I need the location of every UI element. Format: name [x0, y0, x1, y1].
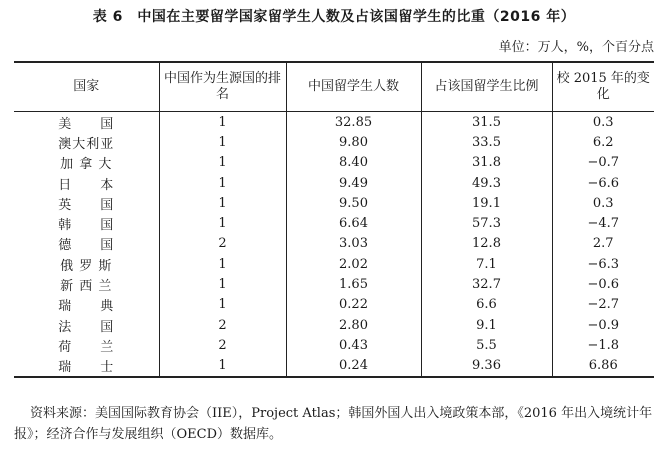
cell-country: 荷 兰	[58, 339, 115, 355]
cell-change: −0.6	[552, 274, 654, 294]
cell-student-count: 1.65	[286, 274, 421, 294]
cell-student-count: 9.50	[286, 193, 421, 213]
data-table	[14, 61, 654, 378]
header-share: 占该国留学生比例	[421, 62, 552, 112]
cell-country: 澳大利亚	[58, 136, 115, 152]
cell-change: 0.3	[552, 193, 654, 213]
unit-note: 单位：万人，%，个百分点	[498, 40, 654, 55]
cell-student-count: 8.40	[286, 153, 421, 173]
cell-country: 瑞 典	[58, 299, 115, 315]
cell-student-count: 6.64	[286, 213, 421, 233]
cell-country: 俄 罗 斯	[60, 258, 113, 274]
cell-rank: 1	[159, 356, 286, 377]
cell-rank: 1	[159, 112, 286, 133]
cell-country: 加 拿 大	[60, 157, 113, 173]
cell-country: 法 国	[58, 319, 115, 335]
cell-change: 2.7	[552, 234, 654, 254]
cell-share: 32.7	[421, 274, 552, 294]
cell-change: 0.3	[552, 112, 654, 133]
cell-country: 英 国	[58, 197, 115, 213]
cell-change: 6.86	[552, 356, 654, 377]
cell-rank: 2	[159, 335, 286, 355]
cell-student-count: 0.24	[286, 356, 421, 377]
cell-share: 57.3	[421, 213, 552, 233]
cell-rank: 1	[159, 295, 286, 315]
source-note: 资料来源：美国国际教育协会（IIE），Project Atlas；韩国外国人出入境政策本部，《2016 年出入境统计年报》；经济合作与发展组织（OECD）数据库。	[14, 406, 653, 442]
table-row	[14, 153, 654, 173]
cell-share: 6.6	[421, 295, 552, 315]
cell-change: −0.9	[552, 315, 654, 335]
header-country: 国家	[14, 62, 159, 112]
header-student-count: 中国留学生人数	[286, 62, 421, 112]
table-row	[14, 112, 654, 133]
cell-student-count: 0.43	[286, 335, 421, 355]
cell-rank: 1	[159, 173, 286, 193]
cell-country: 韩 国	[58, 218, 115, 234]
cell-change: −2.7	[552, 295, 654, 315]
cell-rank: 1	[159, 193, 286, 213]
cell-student-count: 2.80	[286, 315, 421, 335]
cell-share: 31.8	[421, 153, 552, 173]
table-row	[14, 213, 654, 233]
cell-change: −0.7	[552, 153, 654, 173]
cell-student-count: 0.22	[286, 295, 421, 315]
table-row	[14, 295, 654, 315]
cell-student-count: 3.03	[286, 234, 421, 254]
cell-student-count: 2.02	[286, 254, 421, 274]
cell-country: 瑞 士	[14, 356, 159, 377]
table-row	[14, 274, 654, 294]
cell-rank: 1	[159, 254, 286, 274]
cell-rank: 1	[159, 153, 286, 173]
cell-student-count: 32.85	[286, 112, 421, 133]
cell-change: −6.6	[552, 173, 654, 193]
cell-share: 9.36	[421, 356, 552, 377]
cell-share: 49.3	[421, 173, 552, 193]
table-row	[14, 193, 654, 213]
table-row	[14, 356, 654, 377]
cell-share: 7.1	[421, 254, 552, 274]
header-change: 校 2015 年的变化	[552, 62, 654, 112]
cell-student-count: 9.49	[286, 173, 421, 193]
cell-share: 12.8	[421, 234, 552, 254]
cell-share: 33.5	[421, 132, 552, 152]
cell-rank: 2	[159, 315, 286, 335]
cell-country: 新 西 兰	[60, 279, 113, 295]
table-row	[14, 234, 654, 254]
table-row	[14, 254, 654, 274]
cell-country: 日 本	[58, 177, 115, 193]
cell-change: −1.8	[552, 335, 654, 355]
cell-rank: 1	[159, 274, 286, 294]
cell-change: −6.3	[552, 254, 654, 274]
cell-share: 31.5	[421, 112, 552, 133]
cell-country: 德 国	[58, 238, 115, 254]
cell-rank: 2	[159, 234, 286, 254]
cell-rank: 1	[159, 213, 286, 233]
cell-share: 9.1	[421, 315, 552, 335]
cell-rank: 1	[159, 132, 286, 152]
table-title: 表 6 中国在主要留学国家留学生人数及占该国留学生的比重（2016 年）	[92, 9, 576, 25]
cell-student-count: 9.80	[286, 132, 421, 152]
cell-share: 19.1	[421, 193, 552, 213]
table-row	[14, 315, 654, 335]
header-row	[14, 62, 654, 112]
cell-change: −4.7	[552, 213, 654, 233]
cell-share: 5.5	[421, 335, 552, 355]
table-row	[14, 132, 654, 152]
cell-change: 6.2	[552, 132, 654, 152]
cell-country: 美 国	[58, 116, 115, 132]
table-row	[14, 173, 654, 193]
header-rank: 中国作为生源国的排名	[159, 62, 286, 112]
table-row	[14, 335, 654, 355]
